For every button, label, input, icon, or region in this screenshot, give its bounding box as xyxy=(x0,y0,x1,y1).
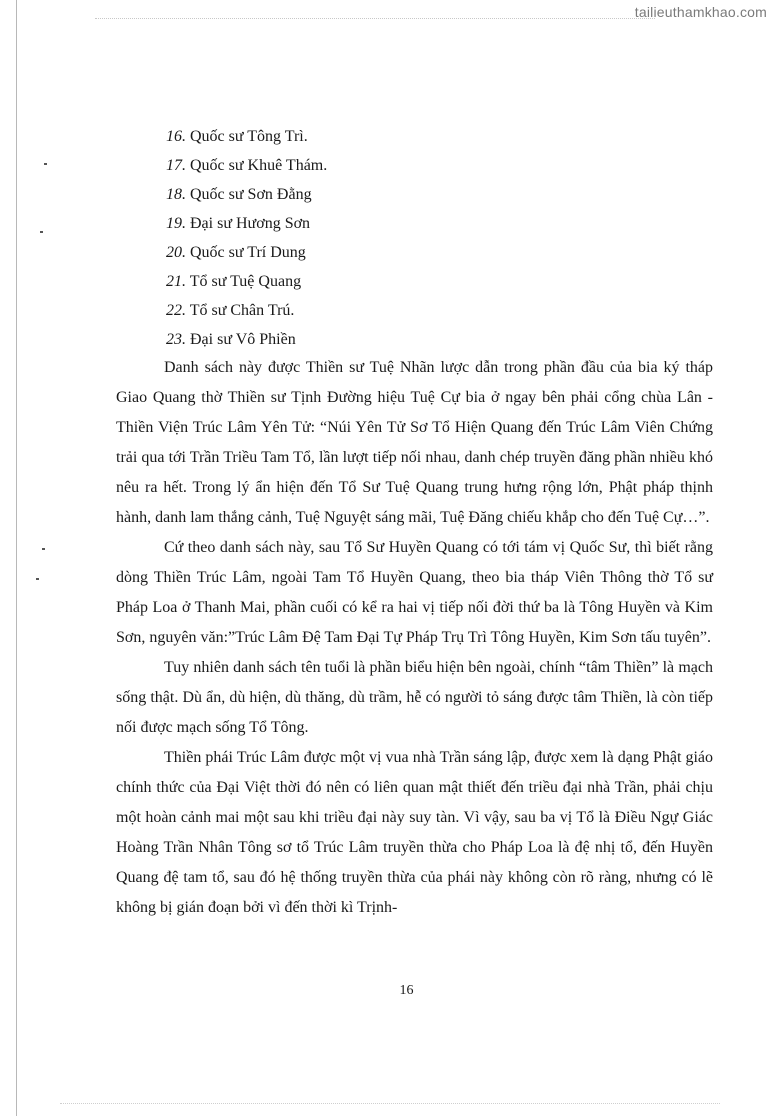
paragraph: Tuy nhiên danh sách tên tuổi là phần biểu hiện bên ngoài, chính “tâm Thiền” là mạch sống thật. Dù ẩn, dù hiện, dù thăng, dù trầm, hễ có người tỏ sáng được tâm Thiền, là còn tiếp nối được mạch sống Tổ Tông. xyxy=(116,659,713,736)
watermark: tailieuthamkhao.com xyxy=(634,4,767,20)
list-item-text: Quốc sư Khuê Thám. xyxy=(186,157,328,174)
list-item-text: Quốc sư Sơn Đằng xyxy=(186,186,312,203)
list-item-text: Đại sư Hương Sơn xyxy=(186,215,311,232)
list-item-number: 22. xyxy=(166,302,186,319)
list-item-number: 23. xyxy=(166,331,186,348)
list-item-number: 19. xyxy=(166,215,186,232)
paragraph: Cứ theo danh sách này, sau Tổ Sư Huyền Quang có tới tám vị Quốc Sư, thì biết rằng dòng Thiền Trúc Lâm, ngoài Tam Tổ Huyền Quang, theo bia tháp Viên Thông thờ Tổ sư Pháp Loa ở Thanh Mai, phần cuối có kể ra hai vị tiếp nối đời thứ ba là Tông Huyền và Kim Sơn, nguyên văn:”Trúc Lâm Đệ Tam Đại Tự Pháp Trụ Trì Tông Huyền, Kim Sơn tấu tuyên”. xyxy=(116,539,713,646)
body-text xyxy=(116,353,713,923)
list-item-text: Đại sư Vô Phiền xyxy=(186,331,296,348)
list-item-number: 20. xyxy=(166,244,186,261)
scan-top-edge xyxy=(95,0,655,19)
paragraph: Danh sách này được Thiền sư Tuệ Nhãn lược dẫn trong phần đầu của bia ký tháp Giao Quang thờ Thiền sư Tịnh Đường hiệu Tuệ Cự bia ở ngay bên phải cổng chùa Lân - Thiền Viện Trúc Lâm Yên Tử: “Núi Yên Tử Sơ Tổ Hiện Quang đến Trúc Lâm Viên Chứng trải qua tới Trần Triều Tam Tổ, lần lượt tiếp nối nhau, danh chép truyền đăng phần nhiều khó nêu ra hết. Trong lý ẩn hiện đến Tổ Sư Tuệ Quang trung hưng rộng lớn, Phật pháp thịnh hành, danh lam thắng cảnh, Tuệ Nguyệt sáng mãi, Tuệ Đăng chiếu khắp cho đến Tuệ Cự…”. xyxy=(116,359,713,526)
master-list xyxy=(166,122,327,354)
list-item xyxy=(166,267,327,296)
list-item xyxy=(166,209,327,238)
list-item xyxy=(166,325,327,354)
list-item xyxy=(166,238,327,267)
list-item xyxy=(166,151,327,180)
list-item xyxy=(166,296,327,325)
list-item-text: Quốc sư Trí Dung xyxy=(186,244,306,261)
scan-speck xyxy=(36,578,39,580)
list-item-text: Tổ sư Tuệ Quang xyxy=(186,273,302,290)
scan-left-edge xyxy=(16,0,17,1116)
scan-bottom-edge xyxy=(60,1103,720,1114)
page-number: 16 xyxy=(399,983,414,998)
list-item-number: 21. xyxy=(166,273,186,290)
list-item-number: 17. xyxy=(166,157,186,174)
list-item xyxy=(166,180,327,209)
list-item xyxy=(166,122,327,151)
list-item-number: 18. xyxy=(166,186,186,203)
list-item-text: Tổ sư Chân Trú. xyxy=(186,302,295,319)
scan-speck xyxy=(44,163,47,165)
scan-speck xyxy=(42,548,45,550)
scan-speck xyxy=(40,231,43,233)
paragraph: Thiền phái Trúc Lâm được một vị vua nhà Trần sáng lập, được xem là dạng Phật giáo chính thức của Đại Việt thời đó nên có liên quan mật thiết đến triều đại nhà Trần, phải chịu một hoàn cảnh mai một sau khi triều đại này suy tàn. Vì vậy, sau ba vị Tổ là Điều Ngự Giác Hoàng Trần Nhân Tông sơ tổ Trúc Lâm truyền thừa cho Pháp Loa là đệ nhị tổ, đến Huyền Quang đệ tam tổ, sau đó hệ thống truyền thừa của phái này không còn rõ ràng, nhưng có lẽ không bị gián đoạn bởi vì đến thời kì Trịnh- xyxy=(116,749,713,916)
list-item-text: Quốc sư Tông Trì. xyxy=(186,128,308,145)
list-item-number: 16. xyxy=(166,128,186,145)
